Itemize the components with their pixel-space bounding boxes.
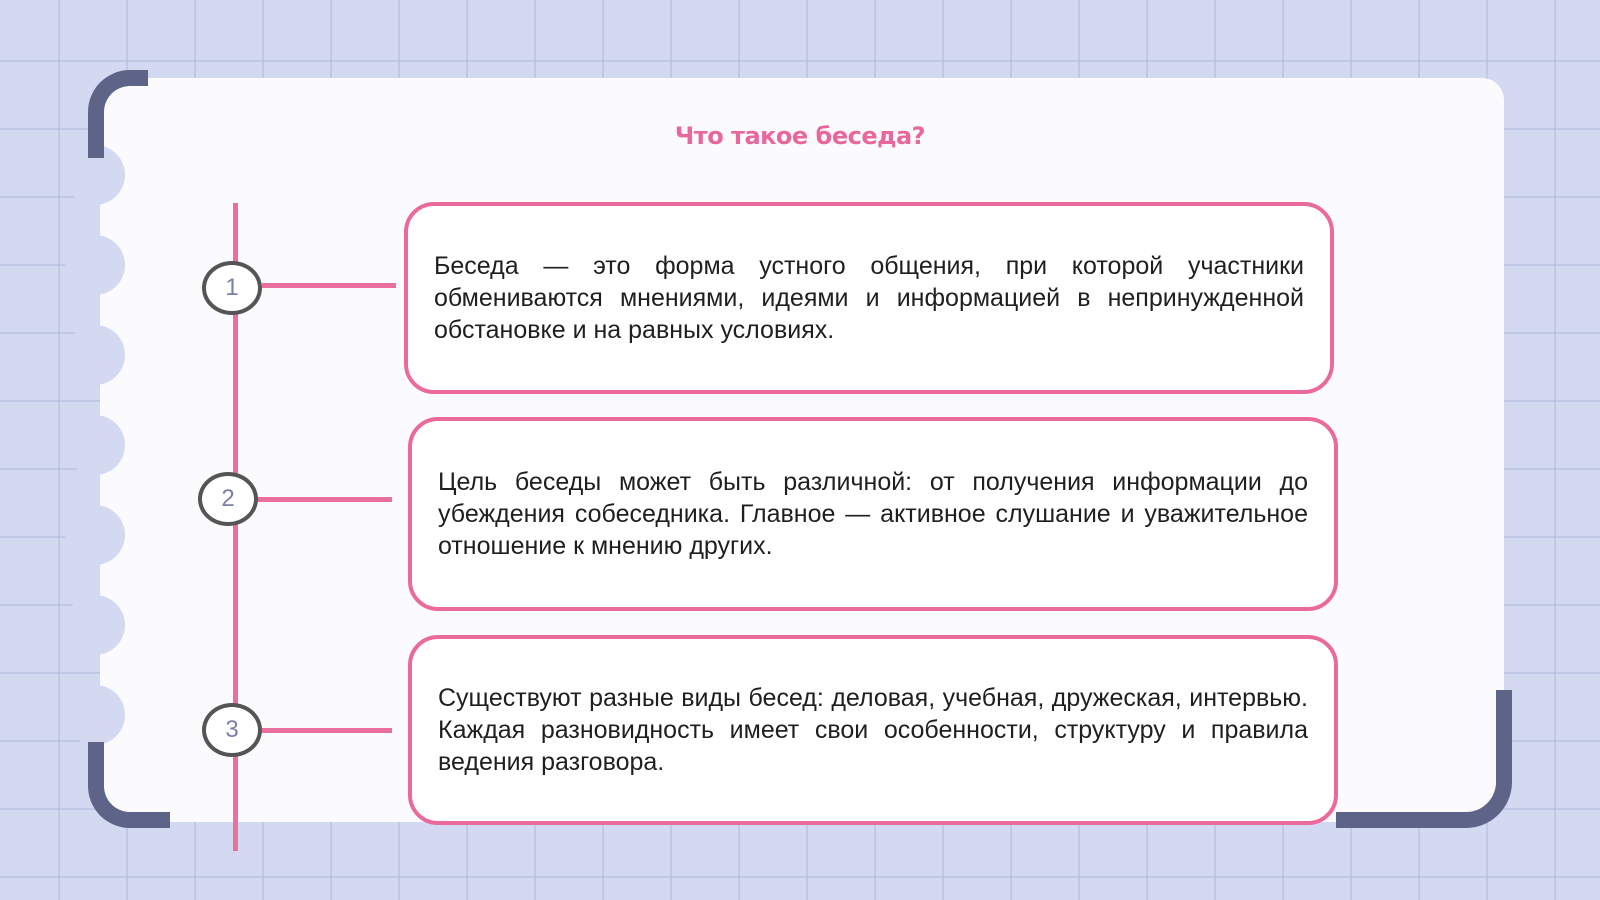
text-box-3 xyxy=(408,635,1338,825)
card-edge-scallop xyxy=(65,415,125,475)
timeline-connector xyxy=(262,728,392,733)
card-edge-scallop xyxy=(65,325,125,385)
card-edge-scallop xyxy=(65,685,125,745)
card-edge-scallop xyxy=(65,235,125,295)
slide-title: Что такое беседа? xyxy=(674,122,926,150)
timeline-connector xyxy=(258,497,392,502)
timeline-connector xyxy=(262,283,396,288)
card-edge-scallop xyxy=(65,595,125,655)
text-box-2 xyxy=(408,417,1338,611)
step-marker-2: 2 xyxy=(198,472,258,526)
text-box-2-text: Цель беседы может быть различной: от получения информации до убеждения собеседника. Главное — активное слушание и уважительное отношение к мнению других. xyxy=(438,468,1308,560)
corner-bracket-bottom-left xyxy=(88,742,170,828)
text-box-1-text: Беседа — это форма устного общения, при которой участники обмениваются мнениями, идеями и информацией в непринужденной обстановке и на равных условиях. xyxy=(434,252,1304,344)
corner-bracket-bottom-right xyxy=(1336,690,1512,828)
step-marker-1: 1 xyxy=(202,261,262,315)
text-box-1 xyxy=(404,202,1334,394)
card-edge-scallop xyxy=(65,505,125,565)
text-box-3-text: Существуют разные виды бесед: деловая, учебная, дружеская, интервью. Каждая разновидность имеет свои особенности, структуру и правила ведения разговора. xyxy=(438,684,1308,776)
step-marker-3: 3 xyxy=(202,703,262,757)
